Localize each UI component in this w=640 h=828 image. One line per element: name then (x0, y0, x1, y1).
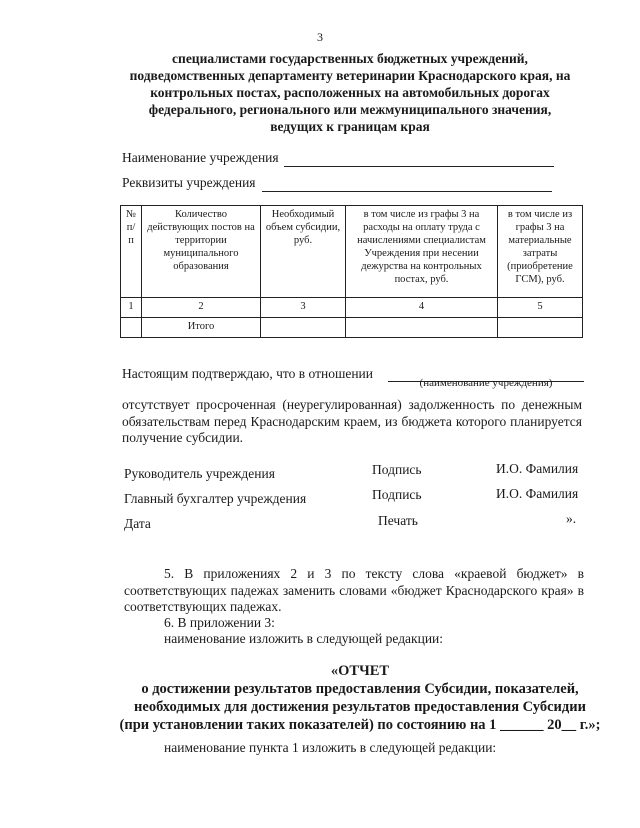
table-header-cell: в том числе из графы 3 на материальные затраты (приобретение ГСМ), руб. (498, 206, 583, 298)
heading-line: подведомственных департаменту ветеринарии Краснодарского края, на (129, 68, 571, 83)
confirm-text: Настоящим подтверждаю, что в отношении (122, 366, 374, 381)
table-header-cell: в том числе из графы 3 на расходы на оплату труда с начислениями специалистам Учреждения при несении дежурства на контрольных постах, руб. (346, 206, 498, 298)
table-header-cell: № п/п (121, 206, 142, 298)
signature-mid: Подпись (372, 462, 422, 477)
signature-name: И.О. Фамилия (496, 486, 579, 501)
page-number: 3 (317, 30, 323, 44)
institution-details-label: Реквизиты учреждения (122, 175, 256, 190)
institution-details-line (262, 191, 552, 192)
table-row (121, 298, 583, 318)
subsidy-table (120, 205, 583, 338)
table-cell (121, 318, 142, 338)
report-title-line: необходимых для достижения результатов предоставления Субсидии (134, 699, 586, 715)
table-cell: 4 (346, 298, 498, 318)
signature-name: ». (566, 511, 577, 526)
heading-line: ведущих к границам края (270, 119, 430, 134)
confirm-paragraph: отсутствует просроченная (неурегулированная) задолженность по денежным обязательствам перед Краснодарским краем, из бюджета которого планируется получение субсидии. (122, 397, 582, 445)
report-title (60, 662, 640, 734)
report-title-line: о достижении результатов предоставления Субсидии, показателей, (141, 681, 579, 697)
signature-name: И.О. Фамилия (496, 461, 579, 476)
heading-line: федерального, регионального или межмуниципального значения, (148, 102, 552, 117)
signature-mid: Подпись (372, 487, 422, 502)
table-cell: 1 (121, 298, 142, 318)
confirm-caption: (наименование учреждения) (419, 377, 553, 389)
document-heading (100, 50, 600, 135)
table-header-cell: Необходимый объем субсидии, руб. (261, 206, 346, 298)
table-cell (498, 318, 583, 338)
table-cell: 3 (261, 298, 346, 318)
signature-role: Дата (124, 516, 151, 531)
heading-line: контрольных постах, расположенных на автомобильных дорогах (150, 85, 550, 100)
signature-mid: Печать (378, 513, 418, 528)
item-6: 6. В приложении 3: (164, 615, 275, 630)
signature-role: Главный бухгалтер учреждения (124, 491, 307, 506)
table-cell: 5 (498, 298, 583, 318)
institution-name-label: Наименование учреждения (122, 150, 279, 165)
report-title-line: «ОТЧЕТ (330, 663, 390, 679)
institution-name-line (284, 166, 554, 167)
table-header-cell: Количество действующих постов на территории муниципального образования (142, 206, 261, 298)
item-6-line: наименование изложить в следующей редакции: (164, 631, 444, 646)
table-header-row (121, 206, 583, 298)
heading-line: специалистами государственных бюджетных учреждений, (172, 51, 528, 66)
item-5: 5. В приложениях 2 и 3 по тексту слова «краевой бюджет» в соответствующих падежах заменить словами «бюджет Краснодарского края» в соответствующих падежах. (124, 566, 584, 614)
signature-role: Руководитель учреждения (124, 466, 275, 481)
final-line: наименование пункта 1 изложить в следующей редакции: (164, 740, 497, 755)
report-title-line: (при установлении таких показателей) по состоянию на 1 ______ 20__ г.»; (119, 717, 601, 733)
total-label: Итого (142, 318, 261, 338)
table-cell (261, 318, 346, 338)
table-cell: 2 (142, 298, 261, 318)
table-cell (346, 318, 498, 338)
table-row (121, 318, 583, 338)
